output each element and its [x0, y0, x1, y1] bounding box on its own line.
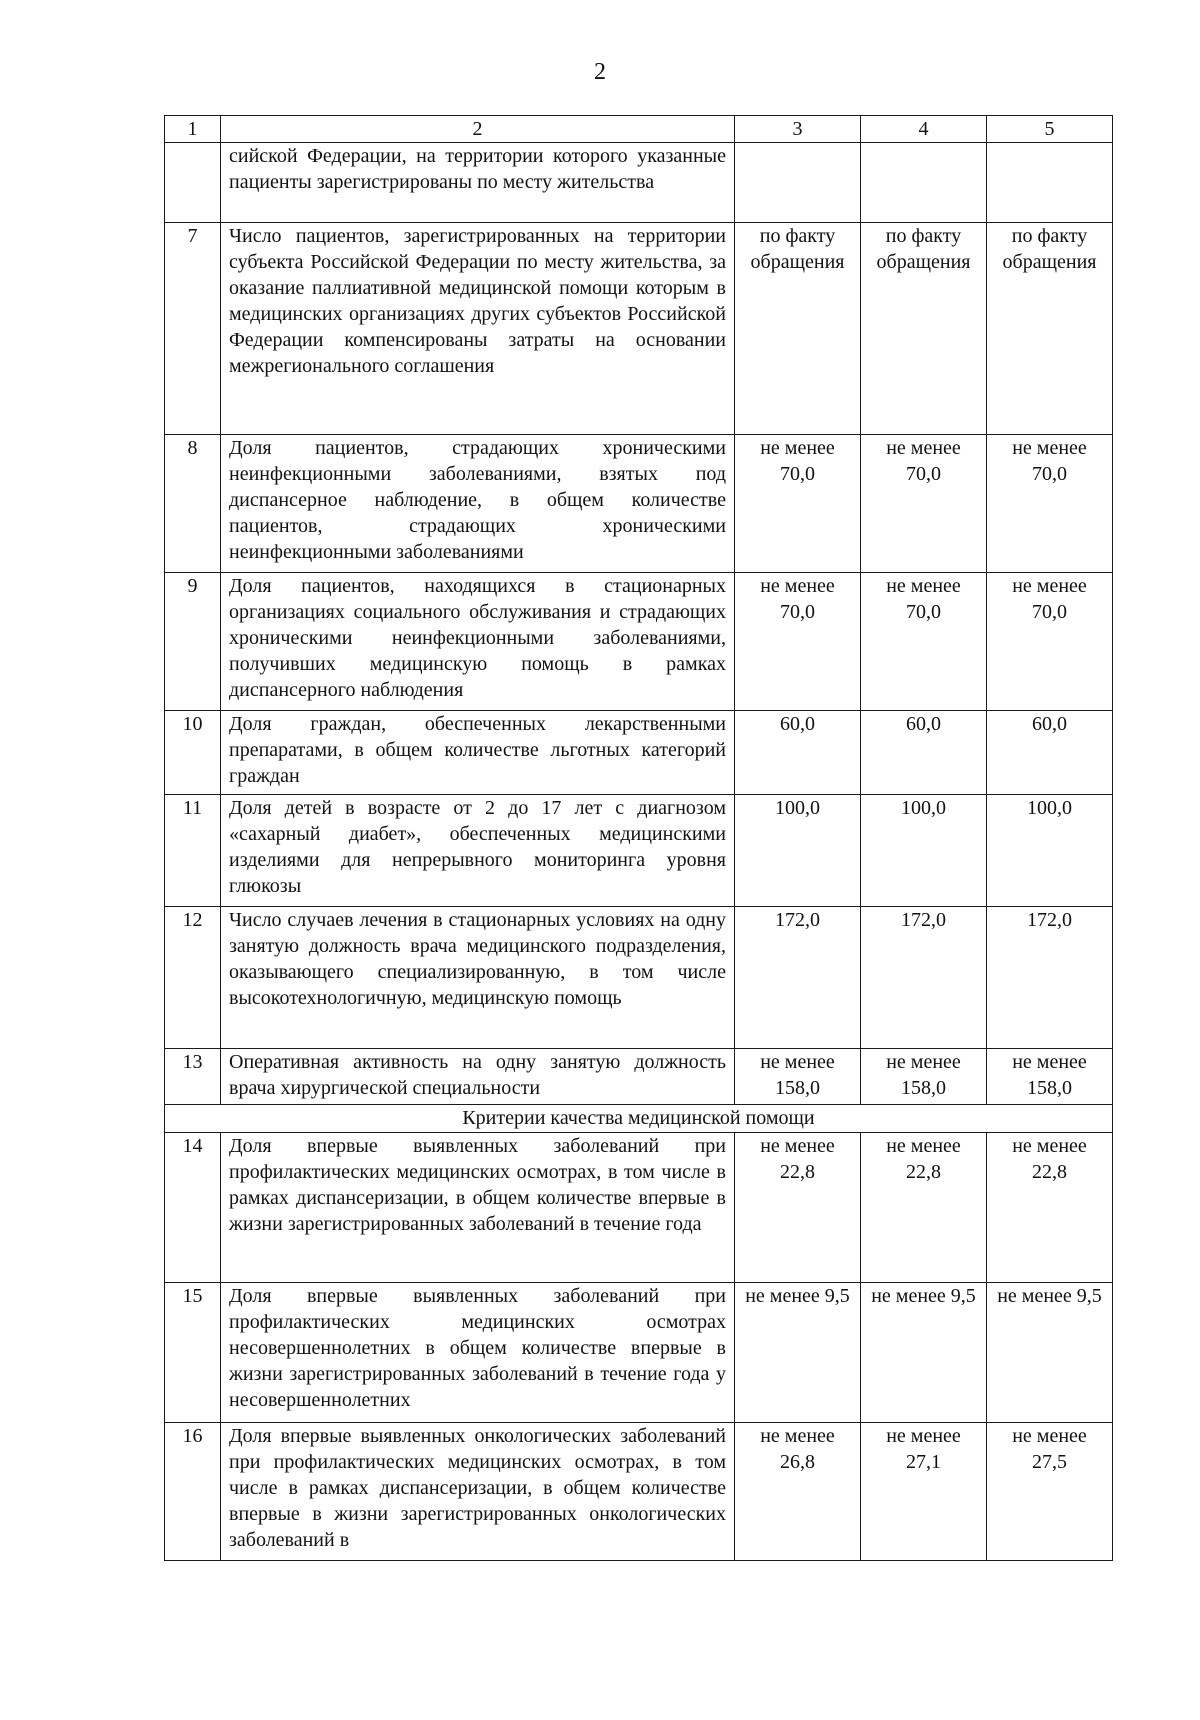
value-col-3: не менее 158,0 — [735, 1049, 861, 1105]
indicator-description: Доля впервые выявленных заболеваний при профилактических медицинских осмотрах, в том числе в рамках диспансеризации, в общем количестве впервые в жизни зарегистрированных заболеваний в течение года — [221, 1133, 735, 1283]
value-col-5 — [987, 143, 1113, 223]
header-cell-5: 5 — [987, 116, 1113, 143]
row-number: 12 — [165, 907, 221, 1049]
row-number: 16 — [165, 1423, 221, 1561]
header-cell-1: 1 — [165, 116, 221, 143]
table-row — [165, 573, 1113, 711]
value-col-4: 100,0 — [861, 795, 987, 907]
indicator-description: Доля впервые выявленных онкологических заболеваний при профилактических медицинских осмотрах, в том числе в рамках диспансеризации, в общем количестве впервые в жизни зарегистрированных онкологических заболеваний в — [221, 1423, 735, 1561]
value-col-5: не менее 9,5 — [987, 1283, 1113, 1423]
value-col-5: не менее 22,8 — [987, 1133, 1113, 1283]
row-number: 13 — [165, 1049, 221, 1105]
header-row — [165, 116, 1113, 143]
indicator-description: сийской Федерации, на территории которого указанные пациенты зарегистрированы по месту жительства — [221, 143, 735, 223]
section-title: Критерии качества медицинской помощи — [165, 1105, 1113, 1133]
row-number: 9 — [165, 573, 221, 711]
row-number: 14 — [165, 1133, 221, 1283]
value-col-5: не менее 70,0 — [987, 435, 1113, 573]
value-col-5: не менее 158,0 — [987, 1049, 1113, 1105]
indicator-description: Число пациентов, зарегистрированных на территории субъекта Российской Федерации по месту жительства, за оказание паллиативной медицинской помощи которым в медицинских организациях других субъектов Российской Федерации компенсированы затраты на основании межрегионального соглашения — [221, 223, 735, 435]
table-row — [165, 223, 1113, 435]
header-cell-2: 2 — [221, 116, 735, 143]
value-col-3: 60,0 — [735, 711, 861, 795]
value-col-5: по факту обращения — [987, 223, 1113, 435]
value-col-4: не менее 9,5 — [861, 1283, 987, 1423]
value-col-4: по факту обращения — [861, 223, 987, 435]
value-col-5: не менее 27,5 — [987, 1423, 1113, 1561]
value-col-3: не менее 70,0 — [735, 573, 861, 711]
value-col-4 — [861, 143, 987, 223]
row-number: 15 — [165, 1283, 221, 1423]
row-number: 10 — [165, 711, 221, 795]
table-row — [165, 1133, 1113, 1283]
value-col-5: 100,0 — [987, 795, 1113, 907]
page-number: 2 — [594, 59, 606, 85]
table-row — [165, 1423, 1113, 1561]
value-col-4: 172,0 — [861, 907, 987, 1049]
value-col-4: не менее 22,8 — [861, 1133, 987, 1283]
header-cell-4: 4 — [861, 116, 987, 143]
table-body — [165, 116, 1113, 1561]
indicator-description: Доля впервые выявленных заболеваний при профилактических медицинских осмотрах несовершеннолетних в общем количестве впервые в жизни зарегистрированных заболеваний в течение года у несовершеннолетних — [221, 1283, 735, 1423]
value-col-3: не менее 26,8 — [735, 1423, 861, 1561]
value-col-3: по факту обращения — [735, 223, 861, 435]
header-cell-3: 3 — [735, 116, 861, 143]
value-col-4: 60,0 — [861, 711, 987, 795]
table-row — [165, 907, 1113, 1049]
table-row — [165, 1049, 1113, 1105]
indicator-description: Доля граждан, обеспеченных лекарственными препаратами, в общем количестве льготных категорий граждан — [221, 711, 735, 795]
value-col-4: не менее 70,0 — [861, 573, 987, 711]
value-col-5: не менее 70,0 — [987, 573, 1113, 711]
value-col-3: 172,0 — [735, 907, 861, 1049]
row-number: 11 — [165, 795, 221, 907]
indicator-table — [164, 115, 1113, 1561]
row-number: 7 — [165, 223, 221, 435]
value-col-4: не менее 27,1 — [861, 1423, 987, 1561]
table-row — [165, 795, 1113, 907]
table-row — [165, 435, 1113, 573]
section-row — [165, 1105, 1113, 1133]
value-col-4: не менее 158,0 — [861, 1049, 987, 1105]
value-col-3: не менее 22,8 — [735, 1133, 861, 1283]
value-col-3: 100,0 — [735, 795, 861, 907]
indicator-description: Доля детей в возрасте от 2 до 17 лет с диагнозом «сахарный диабет», обеспеченных медицинскими изделиями для непрерывного мониторинга уровня глюкозы — [221, 795, 735, 907]
indicator-description: Оперативная активность на одну занятую должность врача хирургической специальности — [221, 1049, 735, 1105]
indicator-description: Число случаев лечения в стационарных условиях на одну занятую должность врача медицинского подразделения, оказывающего специализированную, в том числе высокотехнологичную, медицинскую помощь — [221, 907, 735, 1049]
value-col-5: 60,0 — [987, 711, 1113, 795]
table-row — [165, 711, 1113, 795]
row-number — [165, 143, 221, 223]
value-col-3: не менее 9,5 — [735, 1283, 861, 1423]
value-col-3: не менее 70,0 — [735, 435, 861, 573]
indicator-description: Доля пациентов, находящихся в стационарных организациях социального обслуживания и страдающих хроническими неинфекционными заболеваниями, получивших медицинскую помощь в рамках диспансерного наблюдения — [221, 573, 735, 711]
table-row — [165, 1283, 1113, 1423]
indicator-description: Доля пациентов, страдающих хроническими неинфекционными заболеваниями, взятых под диспансерное наблюдение, в общем количестве пациентов, страдающих хроническими неинфекционными заболеваниями — [221, 435, 735, 573]
value-col-3 — [735, 143, 861, 223]
value-col-5: 172,0 — [987, 907, 1113, 1049]
row-number: 8 — [165, 435, 221, 573]
table-row — [165, 143, 1113, 223]
value-col-4: не менее 70,0 — [861, 435, 987, 573]
